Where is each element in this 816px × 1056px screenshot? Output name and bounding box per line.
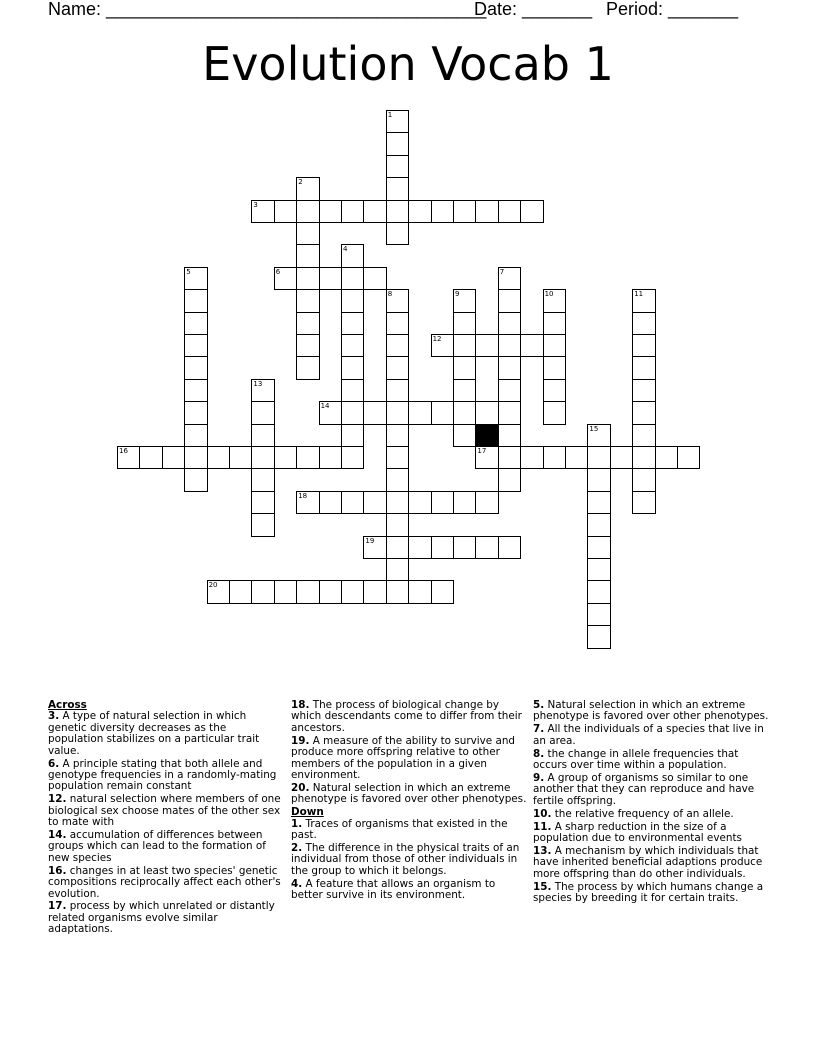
grid-cell[interactable] xyxy=(341,312,364,335)
grid-cell[interactable] xyxy=(408,200,431,223)
clue-down: 2. The difference in the physical traits of an individual from those of other individuals in the group to which it belongs. xyxy=(291,841,520,877)
grid-cell[interactable] xyxy=(184,334,207,357)
grid-cell[interactable] xyxy=(341,334,364,357)
grid-cell[interactable] xyxy=(386,379,409,402)
clue-across: 14. accumulation of differences between groups which can lead to the formation of new species xyxy=(48,828,266,864)
clue-number: 17 xyxy=(477,447,487,455)
grid-cell[interactable] xyxy=(296,244,319,267)
grid-cell[interactable] xyxy=(587,468,610,491)
grid-cell[interactable] xyxy=(386,312,409,335)
clue-number: 18 xyxy=(298,491,308,500)
grid-cell[interactable] xyxy=(274,580,297,603)
clue-across: 17. process by which unrelated or distantly related organisms evolve similar adaptations. xyxy=(48,900,275,936)
grid-cell[interactable] xyxy=(274,446,297,469)
clue-across: 16. changes in at least two species' genetic compositions reciprocally affect each other's evolution. xyxy=(48,864,281,900)
grid-cell[interactable] xyxy=(274,200,297,223)
grid-cell[interactable] xyxy=(632,289,655,312)
grid-cell[interactable] xyxy=(162,446,185,469)
grid-cell[interactable] xyxy=(251,580,274,603)
clue-down: 4. A feature that allows an organism to better survive in its environment. xyxy=(291,877,496,901)
grid-cell[interactable] xyxy=(520,200,543,223)
grid-cell[interactable] xyxy=(184,468,207,491)
grid-cell[interactable] xyxy=(229,580,252,603)
grid-cell[interactable] xyxy=(587,625,610,648)
grid-cell[interactable] xyxy=(498,200,521,223)
grid-cell[interactable] xyxy=(475,536,498,559)
clue-across: 19. A measure of the ability to survive and produce more offspring relative to other members of the population in a given environment. xyxy=(291,734,516,781)
grid-cell[interactable] xyxy=(341,491,364,514)
grid-cell[interactable] xyxy=(386,401,409,424)
grid-cell[interactable] xyxy=(296,312,319,335)
clue-across: 18. The process of biological change by which descendants come to differ from their ancestors. xyxy=(291,699,522,734)
grid-cell[interactable] xyxy=(453,424,476,447)
grid-cell[interactable] xyxy=(475,446,498,469)
grid-cell[interactable] xyxy=(498,401,521,424)
grid-cell[interactable] xyxy=(363,491,386,514)
grid-cell[interactable] xyxy=(498,424,521,447)
grid-cell[interactable] xyxy=(386,334,409,357)
grid-cell[interactable] xyxy=(408,580,431,603)
grid-cell[interactable] xyxy=(386,446,409,469)
clue-number: 12 xyxy=(432,335,442,343)
grid-cell[interactable] xyxy=(475,401,498,424)
grid-cell[interactable] xyxy=(251,200,274,223)
grid-cell[interactable] xyxy=(139,446,162,469)
grid-cell[interactable] xyxy=(386,558,409,581)
grid-cell[interactable] xyxy=(251,513,274,536)
clue-down: 11. A sharp reduction in the size of a population due to environmental events xyxy=(533,820,742,844)
grid-cell[interactable] xyxy=(386,177,409,200)
grid-cell[interactable] xyxy=(341,356,364,379)
grid-cell[interactable] xyxy=(431,334,454,357)
grid-cell[interactable] xyxy=(207,580,230,603)
grid-cell[interactable] xyxy=(543,289,566,312)
grid-cell[interactable] xyxy=(319,267,342,290)
clue-number: 11 xyxy=(634,290,644,299)
grid-cell[interactable] xyxy=(251,446,274,469)
across-heading: Across xyxy=(48,699,87,711)
grid-cell[interactable] xyxy=(363,267,386,290)
grid-cell[interactable] xyxy=(587,603,610,626)
grid-cell[interactable] xyxy=(498,446,521,469)
grid-cell[interactable] xyxy=(632,379,655,402)
grid-cell[interactable] xyxy=(341,424,364,447)
grid-cell[interactable] xyxy=(498,312,521,335)
grid-cell[interactable] xyxy=(587,536,610,559)
grid-cell[interactable] xyxy=(498,356,521,379)
grid-cell[interactable] xyxy=(677,446,700,469)
grid-cell[interactable] xyxy=(319,446,342,469)
clue-down: 9. A group of organisms so similar to one another that they can reproduce and have fertile offspring. xyxy=(533,771,755,807)
grid-cell[interactable] xyxy=(498,379,521,402)
grid-cell[interactable] xyxy=(475,200,498,223)
clue-down: 5. Natural selection in which an extreme phenotype is favored over other phenotypes. xyxy=(533,699,769,723)
grid-cell[interactable] xyxy=(408,491,431,514)
grid-cell[interactable] xyxy=(453,289,476,312)
grid-cell[interactable] xyxy=(431,580,454,603)
grid-cell[interactable] xyxy=(341,200,364,223)
grid-cell[interactable] xyxy=(296,580,319,603)
grid-cell[interactable] xyxy=(184,356,207,379)
grid-cell[interactable] xyxy=(386,424,409,447)
grid-cell[interactable] xyxy=(363,401,386,424)
grid-cell[interactable] xyxy=(543,356,566,379)
grid-cell[interactable] xyxy=(184,289,207,312)
clues-column-1 xyxy=(48,700,284,937)
grid-cell[interactable] xyxy=(296,491,319,514)
clue-number: 16 xyxy=(119,447,128,455)
grid-cell[interactable] xyxy=(319,491,342,514)
grid-cell[interactable] xyxy=(386,132,409,155)
grid-cell[interactable] xyxy=(251,424,274,447)
grid-cell[interactable] xyxy=(453,491,476,514)
grid-cell[interactable] xyxy=(543,379,566,402)
clue-number: 14 xyxy=(320,402,330,411)
grid-cell[interactable] xyxy=(251,379,274,402)
clue-number: 9 xyxy=(455,290,460,299)
clue-number: 20 xyxy=(208,581,218,590)
clues-column-2 xyxy=(291,700,527,903)
clue-number: 8 xyxy=(387,290,393,299)
grid-cell[interactable] xyxy=(431,401,454,424)
grid-cell[interactable] xyxy=(386,356,409,379)
clue-across: 20. Natural selection in which an extreme phenotype is favored over other phenotypes. xyxy=(291,781,527,806)
grid-cell[interactable] xyxy=(543,401,566,424)
grid-cell[interactable] xyxy=(386,580,409,603)
grid-cell[interactable] xyxy=(251,401,274,424)
grid-cell[interactable] xyxy=(587,580,610,603)
clue-across: 6. A principle stating that both allele and genotype frequencies in a randomly-mating population remain constant xyxy=(48,757,277,793)
grid-cell[interactable] xyxy=(341,267,364,290)
grid-cell[interactable] xyxy=(319,200,342,223)
clue-down: 13. A mechanism by which individuals that have inherited beneficial adaptions produce more offspring than do other individuals. xyxy=(533,844,763,880)
grid-cell[interactable] xyxy=(632,446,655,469)
clue-down: 8. the change in allele frequencies that occurs over time within a population. xyxy=(533,747,739,772)
grid-cell[interactable] xyxy=(296,289,319,312)
grid-cell[interactable] xyxy=(431,491,454,514)
grid-cell[interactable] xyxy=(632,424,655,447)
clue-number: 2 xyxy=(298,178,303,187)
clue-across: 12. natural selection where members of one biological sex choose mates of the other sex to mate with xyxy=(48,793,281,829)
grid-cell[interactable] xyxy=(341,289,364,312)
down-heading: Down xyxy=(291,806,324,819)
grid-cell[interactable] xyxy=(229,446,252,469)
period-field-label[interactable]: Period: _______ xyxy=(606,0,739,19)
grid-cell[interactable] xyxy=(319,401,342,424)
grid-cell[interactable] xyxy=(184,446,207,469)
grid-cell[interactable] xyxy=(453,334,476,357)
grid-cell[interactable] xyxy=(386,289,409,312)
grid-cell[interactable] xyxy=(363,536,386,559)
grid-cell[interactable] xyxy=(296,177,319,200)
grid-cell[interactable] xyxy=(386,110,409,133)
black-square xyxy=(475,424,498,447)
grid-cell[interactable] xyxy=(498,536,521,559)
grid-cell[interactable] xyxy=(408,401,431,424)
grid-cell[interactable] xyxy=(543,312,566,335)
grid-cell[interactable] xyxy=(632,356,655,379)
grid-cell[interactable] xyxy=(386,468,409,491)
date-field-label[interactable]: Date: _______ xyxy=(474,0,593,19)
grid-cell[interactable] xyxy=(184,312,207,335)
grid-cell[interactable] xyxy=(632,468,655,491)
clue-number: 13 xyxy=(253,379,263,388)
grid-cell[interactable] xyxy=(453,536,476,559)
grid-cell[interactable] xyxy=(520,446,543,469)
grid-cell[interactable] xyxy=(319,580,342,603)
grid-cell[interactable] xyxy=(341,244,364,267)
grid-cell[interactable] xyxy=(341,379,364,402)
grid-cell[interactable] xyxy=(296,334,319,357)
name-field-label[interactable]: Name: ______________________________________ xyxy=(48,0,487,19)
clue-down: 15. The process by which humans change a species by breeding it for certain traits. xyxy=(533,880,764,904)
clue-number: 7 xyxy=(499,267,505,276)
grid-cell[interactable] xyxy=(498,334,521,357)
grid-cell[interactable] xyxy=(386,155,409,178)
grid-cell[interactable] xyxy=(632,312,655,335)
grid-cell[interactable] xyxy=(386,491,409,514)
grid-cell[interactable] xyxy=(453,200,476,223)
clue-number: 19 xyxy=(365,536,375,545)
clue-down: 10. the relative frequency of an allele. xyxy=(533,807,734,820)
grid-cell[interactable] xyxy=(632,401,655,424)
grid-cell[interactable] xyxy=(363,200,386,223)
grid-cell[interactable] xyxy=(498,267,521,290)
grid-cell[interactable] xyxy=(251,468,274,491)
grid-cell[interactable] xyxy=(184,267,207,290)
clues-column-3 xyxy=(533,700,769,906)
grid-cell[interactable] xyxy=(498,468,521,491)
grid-cell[interactable] xyxy=(296,267,319,290)
grid-cell[interactable] xyxy=(587,446,610,469)
grid-cell[interactable] xyxy=(453,356,476,379)
clue-number: 5 xyxy=(186,267,191,276)
grid-cell[interactable] xyxy=(475,334,498,357)
clue-number: 3 xyxy=(253,200,258,209)
clue-down: 1. Traces of organisms that existed in the past. xyxy=(291,817,508,841)
puzzle-title: Evolution Vocab 1 xyxy=(202,37,614,91)
clue-number: 6 xyxy=(275,267,281,276)
clue-number: 4 xyxy=(343,245,348,254)
grid-cell[interactable] xyxy=(363,580,386,603)
grid-cell[interactable] xyxy=(386,513,409,536)
grid-cell[interactable] xyxy=(296,356,319,379)
grid-cell[interactable] xyxy=(543,334,566,357)
clue-number: 15 xyxy=(589,424,599,433)
grid-cell[interactable] xyxy=(184,379,207,402)
grid-cell[interactable] xyxy=(565,446,588,469)
grid-cell[interactable] xyxy=(207,446,230,469)
grid-cell[interactable] xyxy=(184,424,207,447)
grid-cell[interactable] xyxy=(341,580,364,603)
grid-cell[interactable] xyxy=(632,334,655,357)
grid-cell[interactable] xyxy=(587,424,610,447)
grid-cell[interactable] xyxy=(587,513,610,536)
grid-cell[interactable] xyxy=(632,491,655,514)
grid-cell[interactable] xyxy=(453,379,476,402)
grid-cell[interactable] xyxy=(475,491,498,514)
grid-cell[interactable] xyxy=(408,536,431,559)
grid-cell[interactable] xyxy=(520,334,543,357)
grid-cell[interactable] xyxy=(117,446,140,469)
grid-cell[interactable] xyxy=(543,446,566,469)
grid-cell[interactable] xyxy=(341,401,364,424)
grid-cell[interactable] xyxy=(296,446,319,469)
clue-number: 10 xyxy=(544,290,554,299)
grid-cell[interactable] xyxy=(274,267,297,290)
grid-cell[interactable] xyxy=(296,222,319,245)
grid-cell[interactable] xyxy=(251,491,274,514)
clue-down: 7. All the individuals of a species that live in an area. xyxy=(533,723,764,747)
clue-across: 3. A type of natural selection in which genetic diversity decreases as the population stabilizes on a particular trait value. xyxy=(48,710,260,757)
grid-cell[interactable] xyxy=(386,200,409,223)
grid-cell[interactable] xyxy=(453,312,476,335)
grid-cell[interactable] xyxy=(386,222,409,245)
grid-cell[interactable] xyxy=(587,558,610,581)
grid-cell[interactable] xyxy=(184,401,207,424)
grid-cell[interactable] xyxy=(296,200,319,223)
grid-cell[interactable] xyxy=(431,200,454,223)
grid-cell[interactable] xyxy=(655,446,678,469)
grid-cell[interactable] xyxy=(610,446,633,469)
grid-cell[interactable] xyxy=(386,536,409,559)
grid-cell[interactable] xyxy=(587,491,610,514)
grid-cell[interactable] xyxy=(431,536,454,559)
clue-number: 1 xyxy=(387,111,393,119)
grid-cell[interactable] xyxy=(453,401,476,424)
grid-cell[interactable] xyxy=(498,289,521,312)
grid-cell[interactable] xyxy=(341,446,364,469)
